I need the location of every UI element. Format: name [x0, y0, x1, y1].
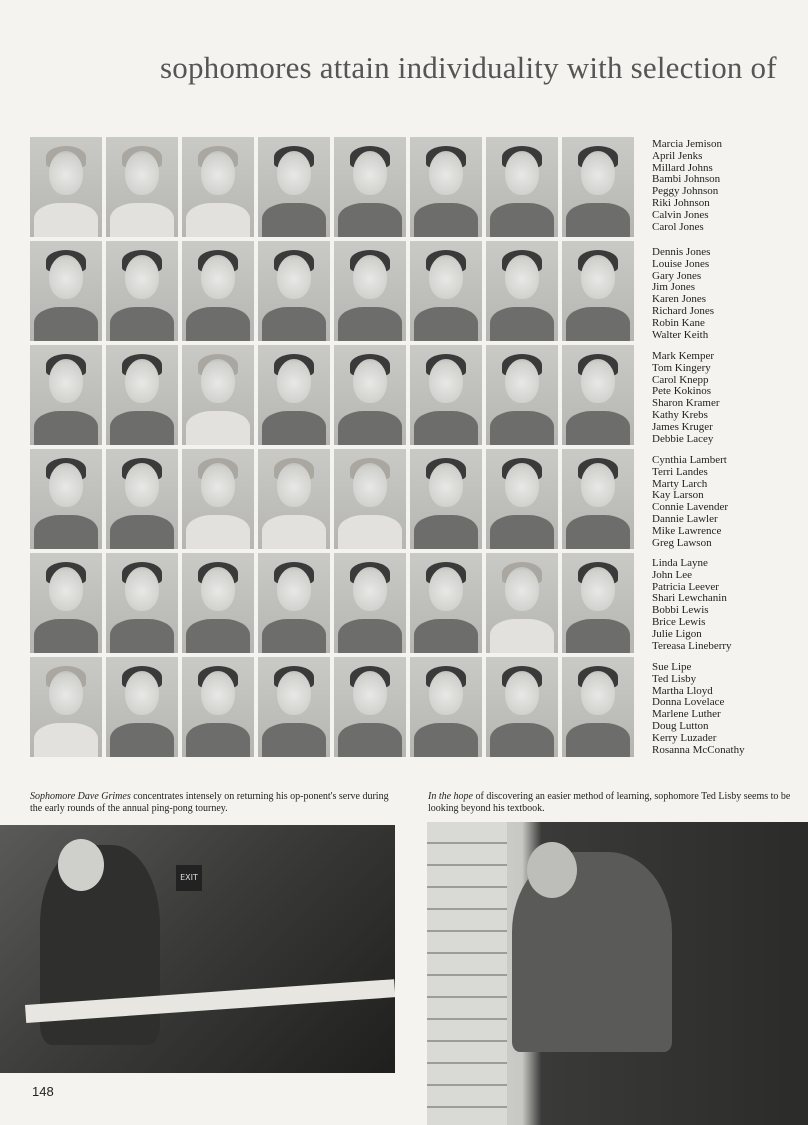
ping-pong-photo — [0, 825, 395, 1073]
student-name: Doug Lutton — [652, 719, 709, 732]
student-name: Kay Larson — [652, 489, 704, 502]
student-name: Dennis Jones — [652, 246, 711, 258]
portrait-head — [581, 151, 615, 195]
portrait-body — [262, 203, 326, 237]
student-name: Cynthia Lambert — [652, 454, 727, 466]
student-portrait — [486, 137, 558, 237]
portrait-head — [277, 567, 311, 611]
student-portrait — [258, 137, 330, 237]
portrait-body — [566, 203, 630, 237]
student-name: Dannie Lawler — [652, 512, 718, 525]
student-name: Gary Jones — [652, 269, 702, 282]
portrait-head — [201, 463, 235, 507]
portrait-body — [414, 307, 478, 341]
student-name: Mike Lawrence — [652, 524, 722, 537]
student-portrait — [30, 449, 102, 549]
student-name: Mark Kemper — [652, 350, 715, 362]
name-list-row-6 — [652, 662, 802, 756]
portrait-head — [125, 359, 159, 403]
portrait-body — [262, 307, 326, 341]
student-portrait — [486, 241, 558, 341]
portrait-head — [353, 359, 387, 403]
student-portrait — [410, 345, 482, 445]
student-name: Rosanna McConathy — [652, 743, 745, 756]
student-portrait — [562, 345, 634, 445]
portrait-head — [49, 463, 83, 507]
student-portrait — [486, 345, 558, 445]
brick-wall — [427, 822, 507, 1125]
portrait-head — [505, 463, 539, 507]
portrait-body — [490, 619, 554, 653]
student-portrait — [106, 241, 178, 341]
portrait-body — [262, 619, 326, 653]
portrait-head — [49, 567, 83, 611]
portrait-head — [277, 151, 311, 195]
portrait-body — [490, 515, 554, 549]
student-name: Martha Lloyd — [652, 684, 713, 697]
student-name: Marlene Luther — [652, 708, 721, 721]
portrait-head — [353, 255, 387, 299]
student-name: Kathy Krebs — [652, 408, 708, 421]
student-portrait — [182, 553, 254, 653]
left-caption — [30, 791, 396, 815]
portrait-head — [581, 567, 615, 611]
student-name: April Jenks — [652, 149, 703, 162]
portrait-body — [34, 411, 98, 445]
name-list-row-4 — [652, 455, 802, 549]
portrait-head — [201, 359, 235, 403]
portrait-head — [353, 567, 387, 611]
student-name: Tereasa Lineberry — [652, 639, 732, 652]
student-name: Ted Lisby — [652, 672, 697, 685]
student-portrait — [106, 553, 178, 653]
portrait-body — [414, 411, 478, 445]
student-portrait — [106, 657, 178, 757]
portrait-head — [505, 359, 539, 403]
portrait-head — [429, 463, 463, 507]
portrait-head — [49, 255, 83, 299]
portrait-head — [277, 255, 311, 299]
student-name: Pete Kokinos — [652, 385, 711, 398]
name-list-row-2 — [652, 247, 802, 341]
portrait-body — [262, 411, 326, 445]
student-name: Brice Lewis — [652, 615, 706, 628]
portrait-body — [566, 411, 630, 445]
portrait-head — [125, 671, 159, 715]
portrait-body — [490, 411, 554, 445]
student-portrait — [334, 241, 406, 341]
student-name: Linda Layne — [652, 557, 708, 569]
student-portrait — [30, 137, 102, 237]
portrait-body — [34, 203, 98, 237]
student-portrait — [106, 345, 178, 445]
student-portrait — [258, 241, 330, 341]
portrait-body — [110, 307, 174, 341]
portrait-body — [490, 307, 554, 341]
portrait-body — [110, 411, 174, 445]
portrait-body — [566, 619, 630, 653]
student-portrait — [410, 657, 482, 757]
portrait-head — [353, 463, 387, 507]
student-name: Sue Lipe — [652, 661, 692, 673]
student-name: Kerry Luzader — [652, 731, 717, 744]
portrait-head — [353, 671, 387, 715]
student-name: Bambi Johnson — [652, 173, 721, 186]
student-name: Greg Lawson — [652, 536, 712, 549]
left-caption-lead: Sophomore Dave Grimes — [30, 791, 131, 802]
student-name: Robin Kane — [652, 316, 705, 329]
student-portrait — [182, 345, 254, 445]
student-name: Jim Jones — [652, 281, 696, 294]
portrait-body — [110, 619, 174, 653]
student-portrait — [562, 241, 634, 341]
student-name: Karen Jones — [652, 293, 707, 306]
portrait-head — [505, 567, 539, 611]
student-name: Donna Lovelace — [652, 696, 725, 709]
portrait-body — [262, 723, 326, 757]
student-name: Tom Kingery — [652, 361, 711, 374]
student-portrait — [410, 137, 482, 237]
player-head — [58, 839, 104, 891]
portrait-body — [566, 515, 630, 549]
student-portrait — [410, 449, 482, 549]
portrait-head — [277, 359, 311, 403]
student-name: Calvin Jones — [652, 208, 709, 221]
student-portrait — [562, 137, 634, 237]
portrait-body — [338, 723, 402, 757]
portrait-head — [201, 255, 235, 299]
portrait-body — [110, 723, 174, 757]
portrait-head — [429, 567, 463, 611]
student-portrait — [334, 553, 406, 653]
portrait-head — [201, 671, 235, 715]
student-portrait — [410, 553, 482, 653]
portrait-body — [338, 411, 402, 445]
student-portrait — [106, 137, 178, 237]
student-name: Sharon Kramer — [652, 397, 720, 410]
portrait-body — [338, 307, 402, 341]
portrait-head — [581, 359, 615, 403]
portrait-body — [34, 515, 98, 549]
student-name: James Kruger — [652, 420, 713, 433]
portrait-body — [414, 619, 478, 653]
student-portrait — [334, 137, 406, 237]
student-portrait — [258, 449, 330, 549]
portrait-body — [34, 723, 98, 757]
name-list-row-1 — [652, 139, 802, 233]
portrait-head — [581, 671, 615, 715]
student-portrait — [562, 449, 634, 549]
classroom-photo — [427, 822, 808, 1125]
portrait-head — [581, 463, 615, 507]
portrait-head — [353, 151, 387, 195]
student-portrait — [182, 241, 254, 341]
portrait-body — [414, 723, 478, 757]
student-name: Julie Ligon — [652, 627, 702, 640]
portrait-grid — [30, 137, 634, 757]
portrait-body — [414, 203, 478, 237]
student-portrait — [182, 449, 254, 549]
left-caption-text: concentrates intensely on returning his op-ponent's serve during the early rounds of the annual ping-pong tourney. — [30, 791, 389, 814]
student-portrait — [562, 657, 634, 757]
student-name: Richard Jones — [652, 304, 715, 317]
portrait-head — [429, 255, 463, 299]
student-name: Carol Jones — [652, 220, 704, 233]
portrait-body — [186, 307, 250, 341]
portrait-head — [505, 151, 539, 195]
student-name: Patricia Leever — [652, 580, 719, 593]
portrait-body — [414, 515, 478, 549]
portrait-head — [429, 359, 463, 403]
portrait-body — [566, 723, 630, 757]
portrait-body — [110, 515, 174, 549]
student-name: Peggy Johnson — [652, 185, 719, 198]
student-portrait — [486, 449, 558, 549]
portrait-head — [201, 151, 235, 195]
portrait-body — [110, 203, 174, 237]
student-portrait — [182, 657, 254, 757]
student-portrait — [258, 553, 330, 653]
portrait-body — [490, 723, 554, 757]
portrait-body — [34, 307, 98, 341]
right-caption-text: of discovering an easier method of learning, sophomore Ted Lisby seems to be looking beyond his textbook. — [428, 791, 791, 814]
portrait-body — [338, 203, 402, 237]
portrait-body — [186, 515, 250, 549]
student-head — [527, 842, 577, 898]
student-portrait — [182, 137, 254, 237]
student-portrait — [30, 241, 102, 341]
student-portrait — [258, 345, 330, 445]
portrait-body — [338, 515, 402, 549]
student-name: Walter Keith — [652, 328, 709, 341]
portrait-body — [262, 515, 326, 549]
portrait-head — [125, 255, 159, 299]
portrait-head — [429, 151, 463, 195]
portrait-body — [186, 411, 250, 445]
student-portrait — [30, 345, 102, 445]
student-portrait — [334, 657, 406, 757]
page-headline: sophomores attain individuality with selection of — [160, 50, 777, 85]
student-portrait — [106, 449, 178, 549]
portrait-head — [49, 359, 83, 403]
portrait-head — [505, 255, 539, 299]
portrait-head — [49, 151, 83, 195]
student-name: Terri Landes — [652, 465, 708, 478]
portrait-body — [186, 203, 250, 237]
right-caption-lead: In the hope — [428, 791, 473, 802]
student-name: Louise Jones — [652, 257, 710, 270]
portrait-body — [34, 619, 98, 653]
student-name: Riki Johnson — [652, 196, 710, 209]
student-portrait — [486, 553, 558, 653]
page-number: 148 — [32, 1084, 54, 1099]
student-name: Shari Lewchanin — [652, 592, 727, 605]
student-name: Carol Knepp — [652, 373, 709, 386]
student-name: Debbie Lacey — [652, 432, 714, 445]
student-portrait — [486, 657, 558, 757]
right-caption — [428, 791, 800, 815]
portrait-body — [566, 307, 630, 341]
portrait-body — [338, 619, 402, 653]
student-portrait — [334, 449, 406, 549]
portrait-head — [505, 671, 539, 715]
portrait-head — [125, 567, 159, 611]
portrait-head — [277, 671, 311, 715]
student-name: Bobbi Lewis — [652, 604, 709, 617]
exit-sign: EXIT — [176, 865, 202, 891]
student-name: Millard Johns — [652, 161, 713, 174]
portrait-body — [186, 619, 250, 653]
student-name: John Lee — [652, 568, 693, 581]
portrait-head — [125, 463, 159, 507]
name-list-row-3 — [652, 351, 802, 445]
student-portrait — [30, 657, 102, 757]
student-portrait — [334, 345, 406, 445]
portrait-body — [490, 203, 554, 237]
student-portrait — [258, 657, 330, 757]
portrait-head — [49, 671, 83, 715]
portrait-head — [581, 255, 615, 299]
student-name: Marty Larch — [652, 477, 708, 490]
student-name: Connie Lavender — [652, 501, 729, 514]
portrait-head — [277, 463, 311, 507]
student-portrait — [562, 553, 634, 653]
student-portrait — [30, 553, 102, 653]
portrait-head — [125, 151, 159, 195]
portrait-body — [186, 723, 250, 757]
student-name: Marcia Jemison — [652, 138, 722, 150]
name-list-row-5 — [652, 558, 802, 652]
student-portrait — [410, 241, 482, 341]
portrait-head — [429, 671, 463, 715]
portrait-head — [201, 567, 235, 611]
